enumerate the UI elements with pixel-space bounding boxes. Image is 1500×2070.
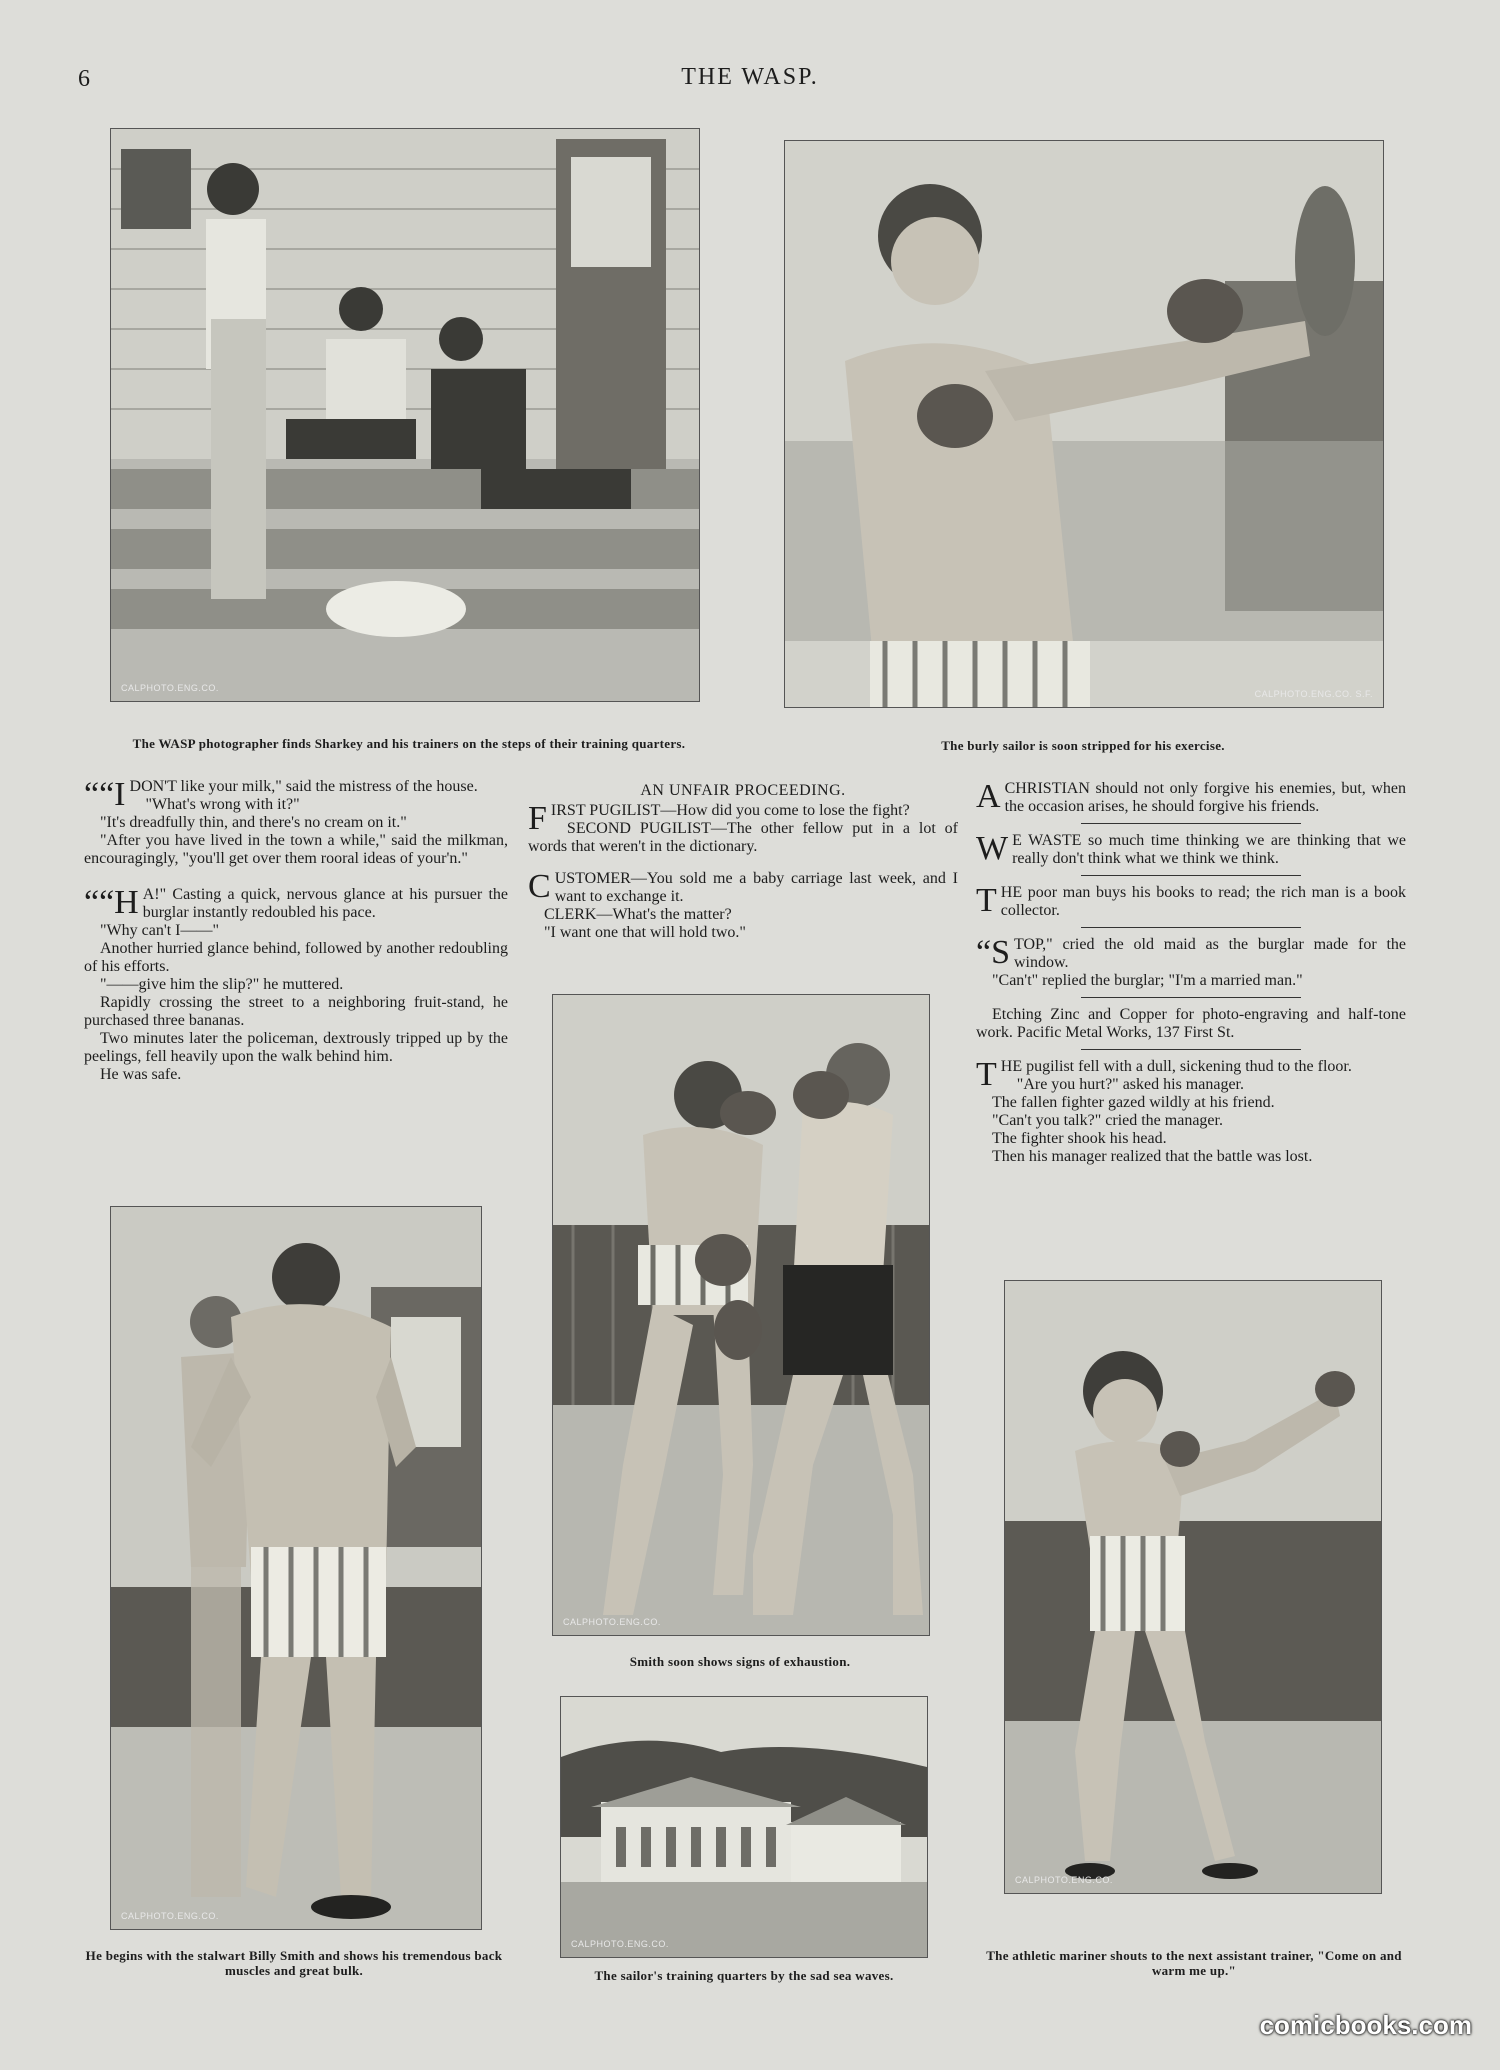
drop-cap: A (976, 778, 1001, 815)
photo-sharkey-trainers (110, 128, 700, 702)
text-line: Another hurried glance behind, followed by another redoubling of his efforts. (84, 940, 508, 975)
text-line: The fighter shook his head. (992, 1130, 1167, 1147)
book-joke (976, 884, 1406, 920)
milk-joke (84, 778, 508, 868)
photo-credit: CALPHOTO.ENG.CO. (563, 1617, 661, 1627)
caption-back-muscles: He begins with the stalwart Billy Smith and shows his tremendous back muscles and great bulk. (85, 1948, 503, 1978)
text-line: IRST PUGILIST—How did you come to lose the fight? (550, 802, 910, 819)
text-line: "After you have lived in the town a while," said the milkman, encouragingly, "you'll get over them rooral ideas of your'n." (84, 832, 508, 867)
text-line: "Why can't I——" (100, 922, 220, 939)
text-line: HE poor man buys his books to read; the rich man is a book collector. (1000, 884, 1406, 919)
thinking-joke (976, 832, 1406, 868)
watermark-logo: comicbooks.com (1259, 2010, 1472, 2040)
text-line: "——give him the slip?" he muttered. (100, 976, 344, 993)
photo-credit: CALPHOTO.ENG.CO. (121, 1911, 219, 1921)
text-line: Rapidly crossing the street to a neighboring fruit-stand, he purchased three bananas. (84, 994, 508, 1029)
photo-credit: CALPHOTO.ENG.CO. S.F. (1254, 689, 1373, 699)
old-maid-joke (976, 936, 1406, 990)
advertisement: Etching Zinc and Copper for photo-engraving and half-tone work. Pacific Metal Works, 137 First St. (976, 1006, 1406, 1041)
text-line: "What's wrong with it?" (145, 796, 300, 813)
burglar-story (84, 886, 508, 1084)
caption-burly-sailor: The burly sailor is soon stripped for his exercise. (941, 738, 1225, 753)
column-left-text (84, 778, 508, 1094)
drop-cap: T (976, 882, 997, 919)
text-line: "I want one that will hold two." (544, 924, 746, 941)
text-line: "Are you hurt?" asked his manager. (1016, 1076, 1244, 1093)
column-middle-text (528, 782, 958, 952)
drop-cap: “S (976, 934, 1010, 971)
page-number: 6 (78, 66, 90, 92)
text-line: HE pugilist fell with a dull, sickening thud to the floor. (1000, 1058, 1352, 1075)
caption-sharkey-trainers: The WASP photographer finds Sharkey and his trainers on the steps of their training quarters. (132, 736, 686, 751)
christian-joke (976, 780, 1406, 816)
photo-sparring (552, 994, 930, 1636)
text-line: SECOND PUGILIST—The other fellow put in a lot of words that weren't in the dictionary. (528, 820, 958, 855)
photo-burly-sailor (784, 140, 1384, 708)
photo-athletic-mariner (1004, 1280, 1382, 1894)
masthead-title: THE WASP. (681, 64, 819, 90)
photo-credit: CALPHOTO.ENG.CO. (121, 683, 219, 693)
pugilist-story (976, 1058, 1406, 1166)
drop-cap: W (976, 830, 1009, 867)
drop-cap: T (976, 1056, 997, 1093)
text-line: Two minutes later the policeman, dextrously tripped up by the peelings, fell heavily upon the walk behind him. (84, 1030, 508, 1065)
caption-athletic-mariner: The athletic mariner shouts to the next assistant trainer, "Come on and warm me up." (986, 1948, 1402, 1978)
text-line: A!" Casting a quick, nervous glance at his pursuer the burglar instantly redoubled his pace. (142, 886, 508, 921)
text-line: "Can't" replied the burglar; "I'm a married man." (992, 972, 1303, 989)
drop-cap: F (528, 800, 547, 837)
drop-cap: C (528, 868, 551, 905)
drop-cap: ““I (84, 776, 126, 813)
photo-credit: CALPHOTO.ENG.CO. (1015, 1875, 1113, 1885)
text-line: TOP," cried the old maid as the burglar made for the window. (1014, 936, 1406, 971)
divider (1081, 1049, 1301, 1050)
divider (1081, 927, 1301, 928)
divider (1081, 823, 1301, 824)
text-line: CHRISTIAN should not only forgive his enemies, but, when the occasion arises, he should forgive his friends. (1004, 780, 1406, 815)
text-line: USTOMER—You sold me a baby carriage last week, and I want to exchange it. (554, 870, 958, 905)
text-line: He was safe. (100, 1066, 182, 1083)
divider (1081, 997, 1301, 998)
photo-training-quarters (560, 1696, 928, 1958)
text-line: CLERK—What's the matter? (544, 906, 732, 923)
text-line: DON'T like your milk," said the mistress of the house. (129, 778, 478, 795)
text-line: "It's dreadfully thin, and there's no cream on it." (100, 814, 407, 831)
text-line: "Can't you talk?" cried the manager. (992, 1112, 1223, 1129)
drop-cap: ““H (84, 884, 139, 921)
text-line: E WASTE so much time thinking we are thinking that we really don't think what we think we think. (1012, 832, 1406, 867)
photo-credit: CALPHOTO.ENG.CO. (571, 1939, 669, 1949)
column-right-text (976, 780, 1406, 1166)
carriage-joke (528, 870, 958, 942)
caption-training-quarters: The sailor's training quarters by the sad sea waves. (594, 1968, 894, 1983)
section-heading: AN UNFAIR PROCEEDING. (640, 782, 846, 799)
pugilist-joke (528, 802, 958, 856)
divider (1081, 875, 1301, 876)
text-line: The fallen fighter gazed wildly at his friend. (992, 1094, 1275, 1111)
photo-back-muscles (110, 1206, 482, 1930)
caption-sparring: Smith soon shows signs of exhaustion. (629, 1654, 851, 1669)
text-line: Then his manager realized that the battle was lost. (992, 1148, 1313, 1165)
